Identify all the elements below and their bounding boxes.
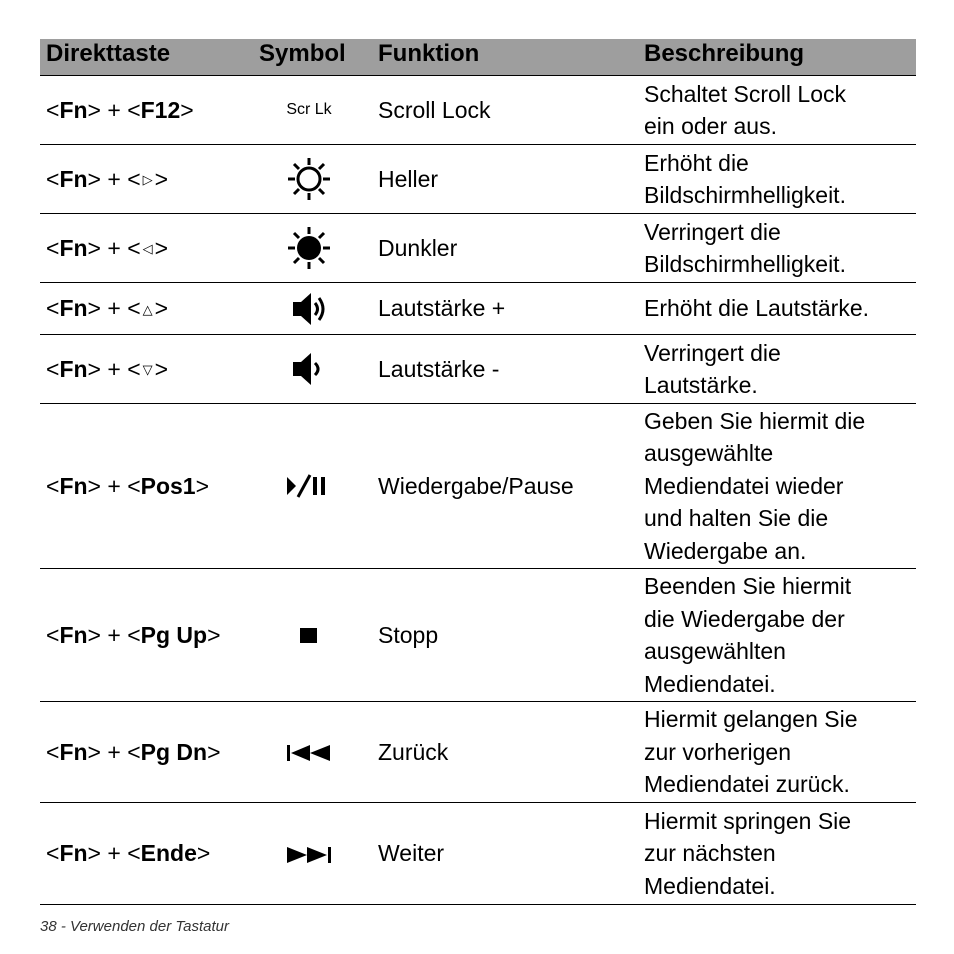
function-cell: Stopp bbox=[378, 621, 439, 648]
description-cell bbox=[644, 76, 916, 144]
previous-track-icon bbox=[286, 742, 332, 762]
header-beschreibung: Beschreibung bbox=[644, 40, 805, 67]
description-line: Bildschirmhelligkeit. bbox=[644, 251, 846, 277]
volume-up-icon bbox=[289, 289, 329, 329]
description-cell bbox=[644, 803, 916, 904]
description-cell bbox=[644, 145, 916, 213]
description-line: Erhöht die Lautstärke. bbox=[644, 295, 870, 322]
symbol-cell bbox=[259, 702, 359, 802]
description-line: Verringert die bbox=[644, 218, 781, 245]
hotkey-cell: < Fn > + < ◁ > bbox=[46, 234, 169, 261]
table-row bbox=[40, 283, 916, 335]
description-line: Mediendatei. bbox=[644, 872, 776, 899]
right-arrow-icon: ▷ bbox=[142, 172, 153, 187]
symbol-cell bbox=[259, 335, 359, 403]
symbol-cell bbox=[259, 569, 359, 701]
description-line: Mediendatei. bbox=[644, 670, 776, 697]
symbol-cell bbox=[259, 803, 359, 904]
sun-filled-icon bbox=[286, 225, 332, 271]
symbol-cell bbox=[259, 214, 359, 282]
table-row bbox=[40, 76, 916, 145]
description-line: Erhöht die bbox=[644, 149, 749, 176]
play-pause-icon bbox=[286, 473, 332, 499]
hotkey-cell: < Fn > + < △ > bbox=[46, 295, 169, 321]
down-arrow-icon: ▽ bbox=[142, 362, 153, 377]
description-line: Beenden Sie hiermit bbox=[644, 573, 852, 599]
description-line: zur vorherigen bbox=[644, 738, 792, 765]
description-line: Hiermit springen Sie bbox=[644, 807, 852, 834]
page-footer: 38 - Verwenden der Tastatur bbox=[40, 918, 230, 935]
hotkey-table bbox=[40, 39, 916, 905]
description-line: Verringert die bbox=[644, 339, 781, 366]
description-line: Mediendatei zurück. bbox=[644, 771, 850, 798]
description-line: Wiedergabe an. bbox=[644, 537, 807, 564]
hotkey-cell: < Fn > + < ▷ > bbox=[46, 165, 169, 192]
next-track-icon bbox=[286, 844, 332, 864]
description-cell bbox=[644, 702, 916, 802]
hotkey-cell: < Fn > + < Pg Dn > bbox=[46, 738, 221, 765]
table-row bbox=[40, 702, 916, 803]
symbol-cell bbox=[259, 283, 359, 334]
function-cell: Zurück bbox=[378, 738, 449, 765]
function-cell: Scroll Lock bbox=[378, 96, 491, 123]
sun-outline-icon bbox=[286, 156, 332, 202]
table-row bbox=[40, 404, 916, 569]
table-row bbox=[40, 145, 916, 214]
description-cell bbox=[644, 283, 916, 334]
table-header bbox=[40, 39, 916, 76]
description-line: Bildschirmhelligkeit. bbox=[644, 182, 846, 208]
description-line: Geben Sie hiermit die bbox=[644, 407, 866, 434]
stop-icon bbox=[300, 626, 318, 644]
function-cell: Lautstärke - bbox=[378, 355, 500, 382]
description-line: Mediendatei wieder bbox=[644, 472, 844, 499]
hotkey-cell: < Fn > + < Pg Up > bbox=[46, 621, 221, 648]
table-row bbox=[40, 569, 916, 702]
table-row bbox=[40, 335, 916, 404]
scroll-lock-label: Scr Lk bbox=[286, 101, 332, 118]
symbol-cell bbox=[259, 404, 359, 568]
function-cell: Lautstärke + bbox=[378, 295, 506, 321]
description-line: Hiermit gelangen Sie bbox=[644, 706, 858, 733]
description-line: ausgewählten bbox=[644, 638, 786, 664]
hotkey-cell: < Fn > + < ▽ > bbox=[46, 355, 169, 382]
function-cell: Wiedergabe/Pause bbox=[378, 472, 574, 499]
description-line: ein oder aus. bbox=[644, 113, 777, 139]
volume-down-icon bbox=[289, 349, 329, 389]
function-cell: Weiter bbox=[378, 840, 445, 866]
description-line: zur nächsten bbox=[644, 840, 776, 867]
description-cell bbox=[644, 569, 916, 701]
description-line: ausgewählte bbox=[644, 440, 774, 467]
table-row bbox=[40, 803, 916, 905]
description-line: und halten Sie die bbox=[644, 505, 829, 532]
hotkey-cell: < Fn > + < F12 > bbox=[46, 96, 194, 123]
table-row bbox=[40, 214, 916, 283]
description-line: die Wiedergabe der bbox=[644, 605, 845, 632]
header-direkttaste: Direkttaste bbox=[46, 40, 171, 67]
description-cell bbox=[644, 404, 916, 568]
function-cell: Heller bbox=[378, 165, 439, 192]
description-line: Schaltet Scroll Lock bbox=[644, 80, 846, 107]
header-funktion: Funktion bbox=[378, 40, 480, 67]
symbol-cell bbox=[259, 145, 359, 213]
hotkey-cell: < Fn > + < Ende > bbox=[46, 840, 211, 866]
left-arrow-icon: ◁ bbox=[142, 241, 153, 256]
description-line: Lautstärke. bbox=[644, 372, 758, 398]
hotkey-cell: < Fn > + < Pos1 > bbox=[46, 472, 210, 499]
symbol-cell bbox=[259, 76, 359, 144]
header-symbol: Symbol bbox=[259, 40, 346, 67]
description-cell bbox=[644, 335, 916, 403]
function-cell: Dunkler bbox=[378, 234, 458, 261]
up-arrow-icon: △ bbox=[142, 301, 153, 317]
description-cell bbox=[644, 214, 916, 282]
